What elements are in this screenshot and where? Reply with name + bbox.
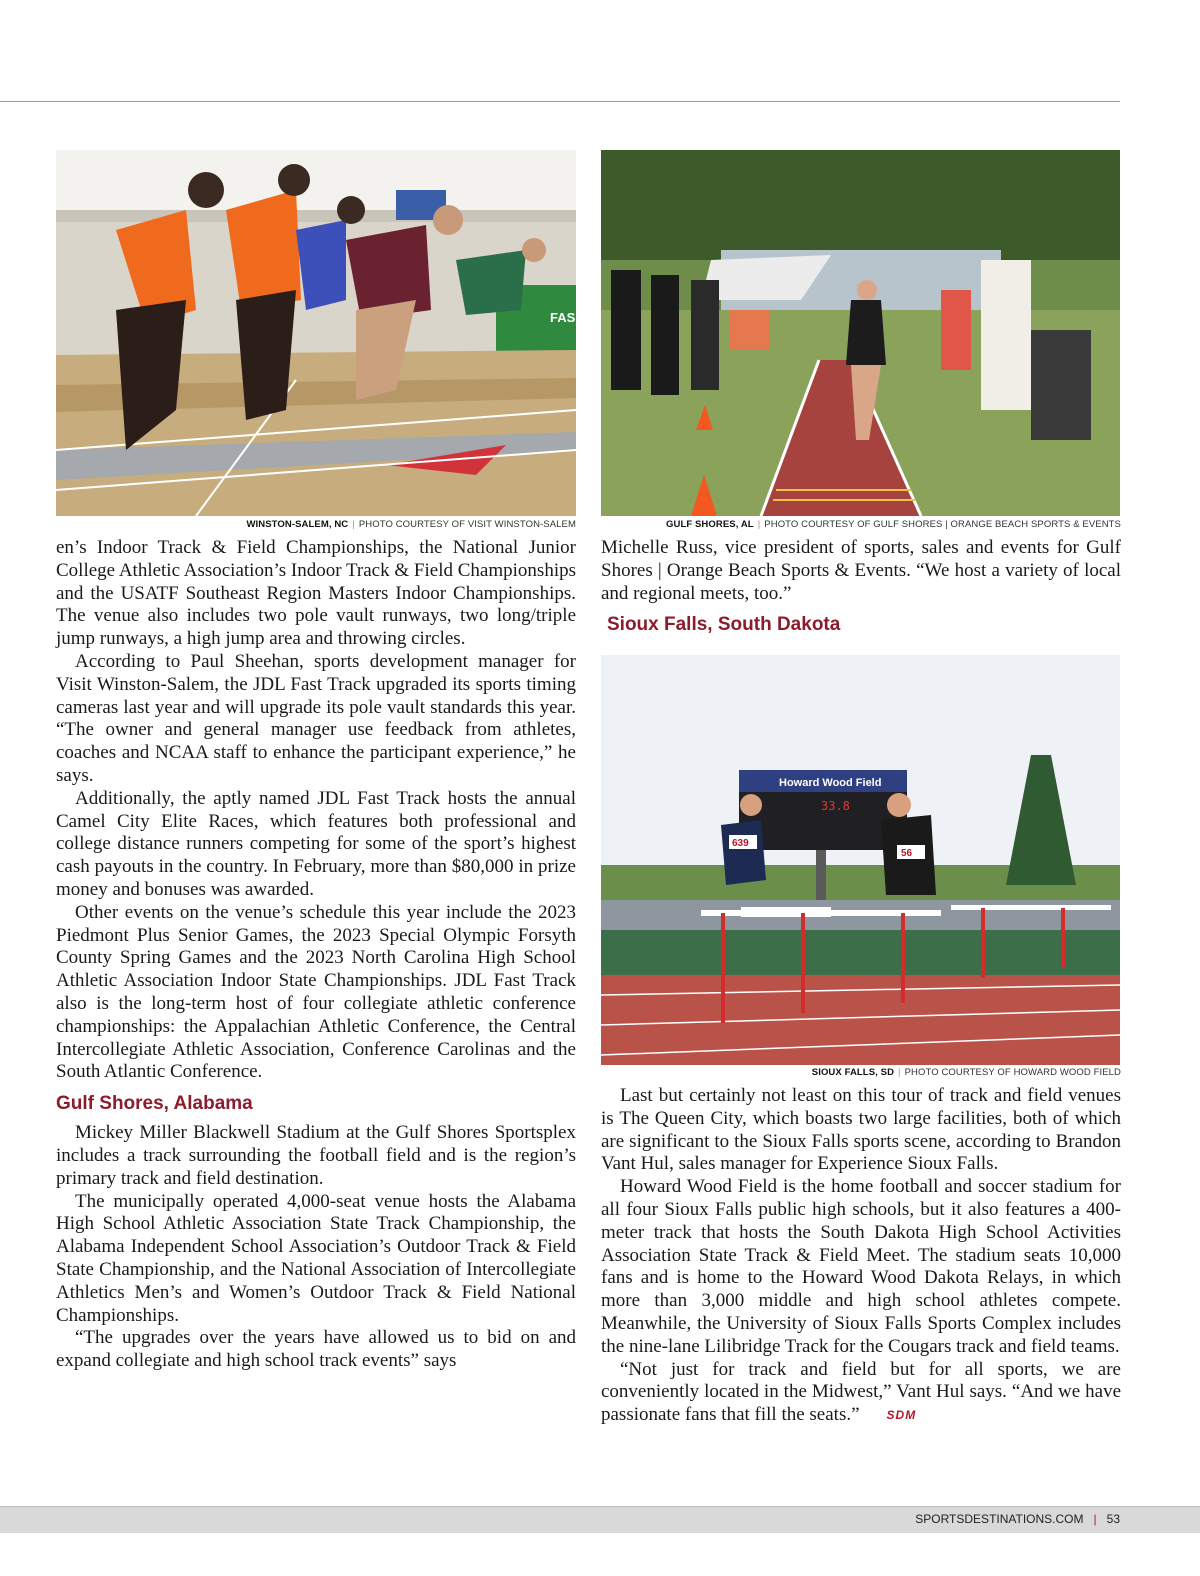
- bib-left: 639: [732, 838, 749, 849]
- bib-right: 56: [901, 848, 913, 859]
- paragraph: Last but certainly not least on this tour of track and field venues is The Queen City, which boasts two large facilities, both of which are significant to the Sioux Falls sports scene, according to Brandon Vant Hul, sales manager for Experience Sioux Falls.: [601, 1085, 1121, 1175]
- final-paragraph-text: “Not just for track and field but for all sports, we are conveniently located in the Midwest,” Vant Hul says. “And we have passionate fans that fill the seats.”: [601, 1358, 1121, 1426]
- caption-location: WINSTON-SALEM, NC: [246, 519, 349, 530]
- paragraph-final: [601, 1359, 1121, 1427]
- caption-separator: |: [898, 1067, 901, 1078]
- footer-text: [915, 1512, 1120, 1526]
- scoreboard-title: Howard Wood Field: [779, 777, 882, 789]
- caption-separator: |: [757, 519, 761, 530]
- caption-credit: PHOTO COURTESY OF HOWARD WOOD FIELD: [904, 1067, 1121, 1078]
- photo-caption-sioux-falls: [812, 1067, 1121, 1078]
- paragraph: Howard Wood Field is the home football and soccer stadium for all four Sioux Falls public high schools, but it also features a 400-meter track that hosts the South Dakota High School Activities Association State Track & Field Meet. The stadium seats 10,000 fans and is home to the Howard Wood Dakota Relays, in which more than 3,000 middle and high school athletes compete. Meanwhile, the University of Sioux Falls Sports Complex includes the nine-lane Lilibridge Track for the Cougars track and field teams.: [601, 1176, 1121, 1357]
- paragraph: en’s Indoor Track & Field Championships, the National Junior College Athletic Association’s Indoor Track & Field Championships and the USATF Southeast Region Masters Indoor Championships. The venue also includes two pole vault runways, two long/triple jump runways, a high jump area and throwing circles.: [56, 537, 576, 650]
- photo-sioux-falls-illustration: [601, 655, 1120, 1065]
- paragraph: Other events on the venue’s schedule this year include the 2023 Piedmont Plus Senior Games, the 2023 Special Olympic Forsyth County Spring Games and the 2023 North Carolina High School Athletic Association Indoor State Championships. JDL Fast Track also is the long-term host of four collegiate athletic conference championships: the Appalachian Athletic Conference, the Central Intercollegiate Athletic Association, Conference Carolinas and the South Atlantic Conference.: [56, 901, 576, 1083]
- caption-credit: PHOTO COURTESY OF GULF SHORES | ORANGE BEACH SPORTS & EVENTS: [764, 519, 1121, 530]
- top-rule: [0, 101, 1120, 102]
- footer-separator: |: [1093, 1512, 1097, 1526]
- paragraph: Mickey Miller Blackwell Stadium at the Gulf Shores Sportsplex includes a track surrounding the football field and is the region’s primary track and field destination.: [56, 1122, 576, 1189]
- right-body-text: [601, 1085, 1121, 1427]
- signage-text: FAS: [550, 310, 576, 325]
- photo-caption-winston-salem: [246, 519, 576, 530]
- caption-location: SIOUX FALLS, SD: [811, 1067, 895, 1078]
- section-heading-gulf-shores: Gulf Shores, Alabama: [56, 1093, 253, 1115]
- photo-winston-salem: [56, 150, 576, 516]
- photo-gulf-shores: [601, 150, 1120, 516]
- right-top-text: [601, 537, 1121, 643]
- left-body-text: [56, 537, 576, 1373]
- photo-caption-gulf-shores: [666, 519, 1121, 530]
- caption-location: GULF SHORES, AL: [666, 519, 754, 530]
- paragraph: Additionally, the aptly named JDL Fast Track hosts the annual Camel City Elite Races, which features both professional and college distance runners competing for some of the sport’s highest cash payouts in the country. In February, more than $80,000 in prize money and bonuses was awarded.: [56, 787, 576, 900]
- footer-site: SPORTSDESTINATIONS.COM: [915, 1512, 1084, 1526]
- paragraph: The municipally operated 4,000-seat venue hosts the Alabama High School Athletic Association State Track Championship, the Alabama Independent School Association’s Outdoor Track & Field State Championship, and the National Association of Intercollegiate Athletics Men’s and Women’s Outdoor Track & Field National Championships.: [56, 1190, 576, 1326]
- photo-sioux-falls: [601, 655, 1120, 1065]
- paragraph: Michelle Russ, vice president of sports, sales and events for Gulf Shores | Orange Beach Sports & Events. “We host a variety of local and regional meets, too.”: [601, 537, 1121, 604]
- scoreboard-clock: 33.8: [821, 799, 850, 813]
- sdm-end-mark: SDM: [886, 1408, 917, 1423]
- paragraph: According to Paul Sheehan, sports development manager for Visit Winston-Salem, the JDL Fast Track upgraded its sports timing cameras last year and will upgrade its pole vault standards this year. “The owner and general manager use feedback from athletes, coaches and NCAA staff to enhance the participant experience,” he says.: [56, 650, 576, 786]
- caption-separator: |: [352, 519, 355, 530]
- page-number: 53: [1106, 1512, 1120, 1526]
- caption-credit: PHOTO COURTESY OF VISIT WINSTON-SALEM: [358, 519, 576, 530]
- section-heading-sioux-falls: Sioux Falls, South Dakota: [607, 614, 841, 636]
- footer-bar: [0, 1506, 1200, 1533]
- photo-gulf-shores-illustration: [601, 150, 1120, 516]
- paragraph: “The upgrades over the years have allowed us to bid on and expand collegiate and high school track events” says: [56, 1327, 576, 1372]
- photo-winston-salem-illustration: [56, 150, 576, 516]
